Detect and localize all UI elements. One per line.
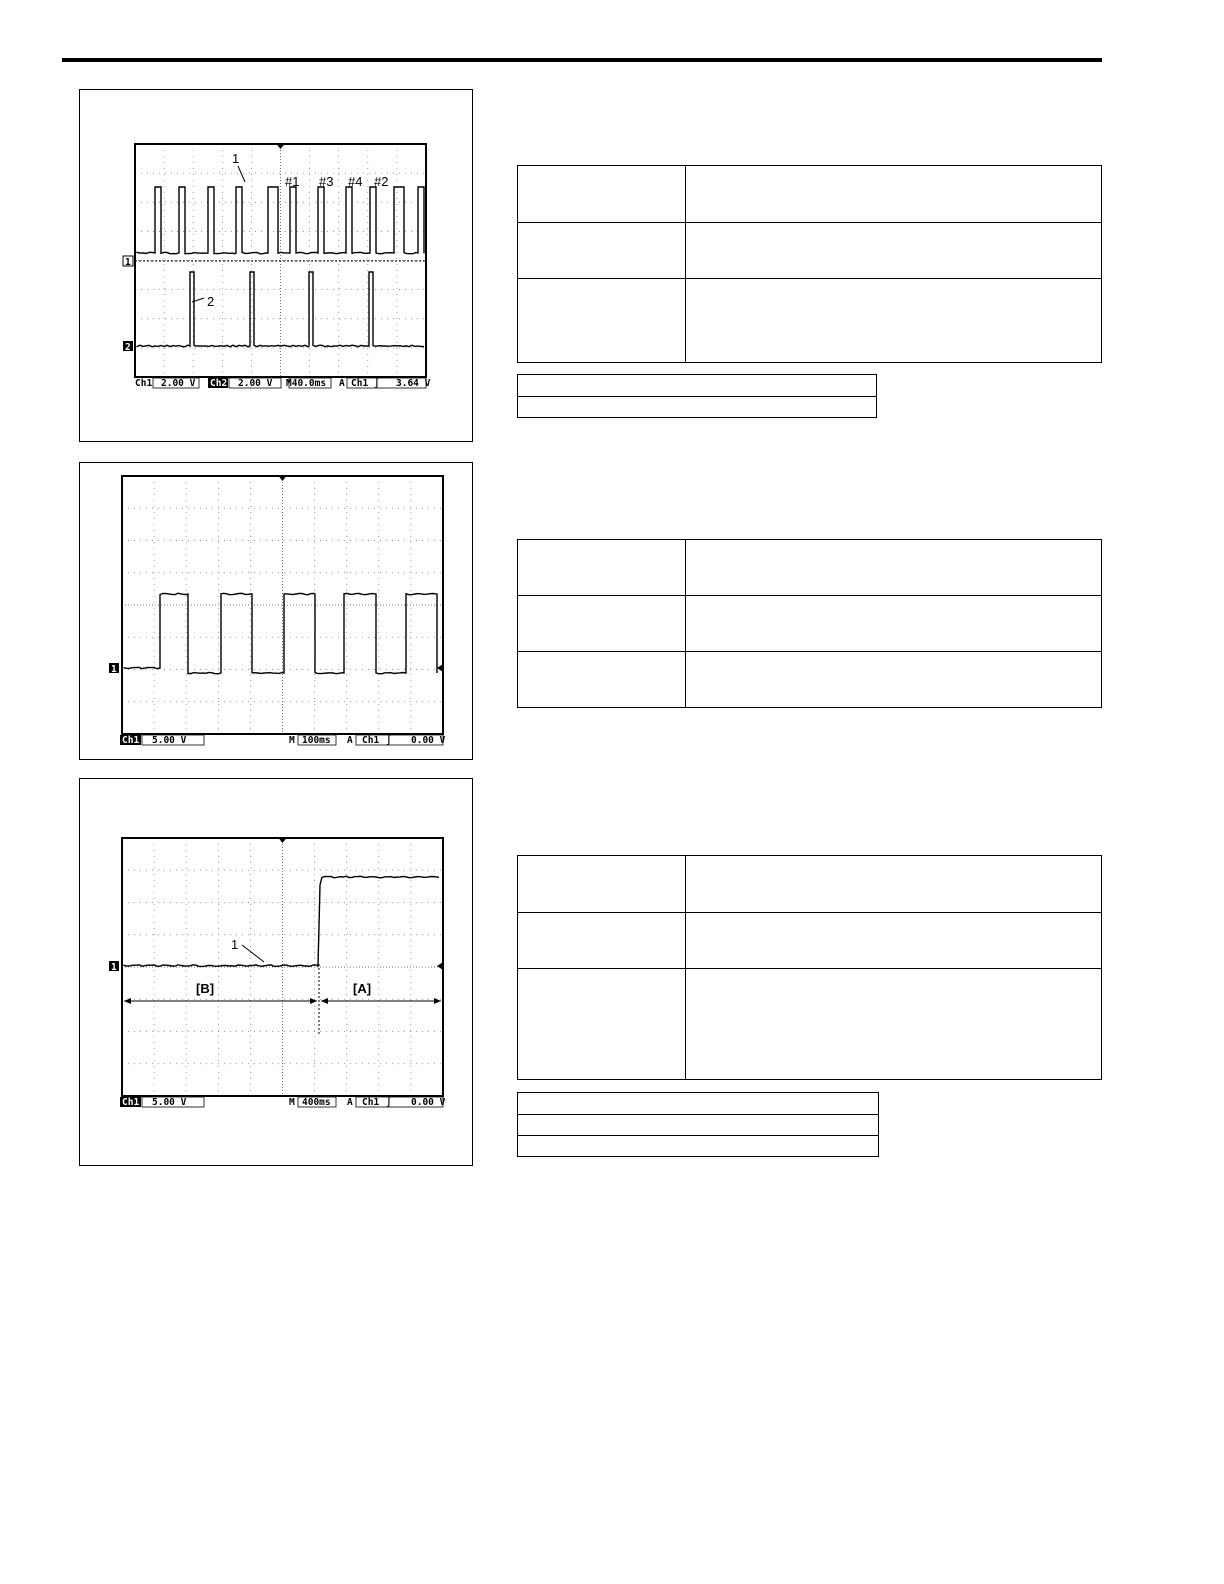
- ch1-scale-value: 5.00 V: [152, 735, 187, 746]
- scope-screen-1: [80, 90, 474, 443]
- table-cell: [686, 279, 1102, 363]
- oscilloscope-figure-1: [79, 89, 473, 442]
- header-rule: [62, 58, 1102, 62]
- timebase-value: M40.0ms: [286, 378, 327, 389]
- table-cell: [686, 166, 1102, 223]
- oscilloscope-figure-3: [79, 778, 473, 1166]
- table-cell: [518, 652, 686, 708]
- trigger-source: Ch1: [362, 735, 380, 746]
- table-row: [518, 1115, 879, 1136]
- trigger-source: Ch1: [351, 378, 369, 389]
- table-row: [518, 397, 877, 418]
- scope-screen-3: [80, 779, 474, 1167]
- table-row: [518, 652, 1102, 708]
- callout-2: 2: [207, 294, 215, 309]
- region-a-label: [A]: [353, 981, 372, 996]
- table-cell: [518, 1115, 879, 1136]
- table-cell: [518, 1136, 879, 1157]
- table-row: [518, 969, 1102, 1080]
- table-row: [518, 1093, 879, 1115]
- callout-1: 1: [231, 937, 239, 952]
- callout-1: 1: [232, 151, 240, 166]
- note-table: [517, 374, 877, 418]
- ch1-marker-label: 1: [111, 962, 117, 973]
- waveform-ch1: [124, 876, 439, 966]
- table-row: [518, 540, 1102, 596]
- table-row: [518, 596, 1102, 652]
- timebase-value: 400ms: [302, 1097, 331, 1108]
- table-row: [518, 1136, 879, 1157]
- table-cell: [518, 540, 686, 596]
- timebase-prefix: M: [289, 735, 295, 746]
- table-cell: [518, 279, 686, 363]
- ch2-marker-label: 2: [125, 342, 131, 353]
- table-cell: [518, 397, 877, 418]
- table-row: [518, 856, 1102, 913]
- ch2-scale-value: 2.00 V: [238, 378, 273, 389]
- cylinder-label: #4: [348, 174, 363, 189]
- table-cell: [518, 856, 686, 913]
- trigger-mode: A: [347, 735, 353, 746]
- table-cell: [686, 856, 1102, 913]
- timebase-prefix: M: [289, 1097, 295, 1108]
- timebase-value: 100ms: [302, 735, 331, 746]
- ch1-scale-label: Ch1: [122, 1097, 140, 1108]
- table-cell: [518, 596, 686, 652]
- spec-table: [517, 539, 1102, 708]
- trigger-mode: A: [339, 378, 345, 389]
- ch1-scale-label: Ch1: [135, 378, 153, 389]
- trigger-level-icon: [437, 664, 443, 672]
- spec-table: [517, 165, 1102, 363]
- table-cell: [518, 375, 877, 397]
- callout-1-leader: [238, 166, 245, 182]
- cylinder-label: #2: [374, 174, 389, 189]
- table-cell: [518, 223, 686, 279]
- ch1-marker-label: 1: [111, 664, 117, 675]
- note-table: [517, 1092, 879, 1157]
- table-cell: [686, 652, 1102, 708]
- trigger-slope-icon: ∫: [374, 378, 380, 389]
- spec-table: [517, 855, 1102, 1080]
- ch2-scale-label: Ch2: [210, 378, 228, 389]
- callout-1-leader: [242, 945, 264, 962]
- region-b-label: [B]: [196, 981, 215, 996]
- trigger-level-icon: [437, 962, 443, 970]
- table-cell: [518, 969, 686, 1080]
- trigger-slope-icon: ∫: [386, 735, 392, 746]
- table-row: [518, 913, 1102, 969]
- table-row: [518, 279, 1102, 363]
- cylinder-label: #3: [319, 174, 334, 189]
- trigger-source: Ch1: [362, 1097, 380, 1108]
- table-row: [518, 375, 877, 397]
- scope-grid: [122, 476, 443, 734]
- table-cell: [518, 913, 686, 969]
- ch1-marker-label: 1: [125, 257, 131, 268]
- table-cell: [686, 540, 1102, 596]
- cylinder-label: #1: [285, 174, 300, 189]
- trigger-level: 0.00 V: [411, 735, 446, 746]
- trigger-slope-icon: ∫: [386, 1097, 392, 1108]
- table-cell: [686, 223, 1102, 279]
- table-cell: [518, 166, 686, 223]
- scope-screen-2: [80, 463, 474, 761]
- oscilloscope-figure-2: [79, 462, 473, 760]
- table-cell: [686, 596, 1102, 652]
- table-cell: [518, 1093, 879, 1115]
- ch1-scale-value: 2.00 V: [161, 378, 196, 389]
- trigger-level: 0.00 V: [411, 1097, 446, 1108]
- table-cell: [686, 969, 1102, 1080]
- ch1-scale-label: Ch1: [122, 735, 140, 746]
- trigger-mode: A: [347, 1097, 353, 1108]
- table-row: [518, 166, 1102, 223]
- trigger-level: 3.64 V: [396, 378, 431, 389]
- table-cell: [686, 913, 1102, 969]
- table-row: [518, 223, 1102, 279]
- ch1-scale-value: 5.00 V: [152, 1097, 187, 1108]
